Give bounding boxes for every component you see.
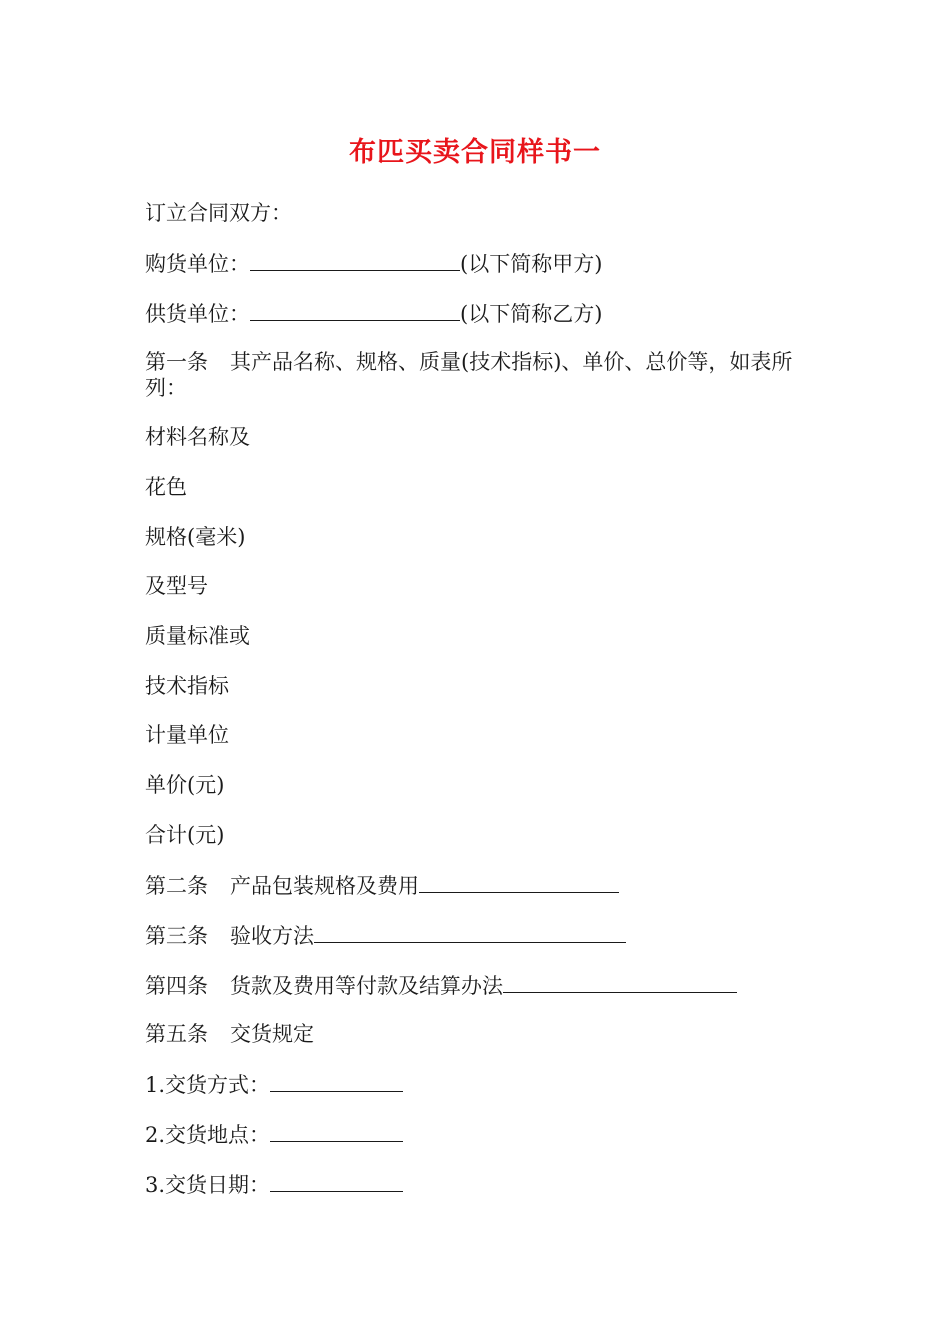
article-1 [145,349,810,401]
delivery-date-blank[interactable] [270,1171,403,1192]
article-2 [145,872,619,899]
delivery-place-label: 2.交货地点： [145,1123,271,1147]
table-header-6: 计量单位 [145,723,229,747]
delivery-date-label: 3.交货日期： [145,1173,271,1197]
article-5-head: 第五条 [145,1022,208,1046]
article-2-blank[interactable] [419,872,619,893]
article-3-blank[interactable] [314,922,626,943]
seller-line [145,300,602,327]
delivery-item-1 [145,1121,403,1148]
table-header-4: 质量标准或 [145,624,250,648]
article-3-head: 第三条 [145,924,208,948]
document-title: 布匹买卖合同样书一 [349,137,601,168]
article-3 [145,922,626,949]
table-header-8: 合计(元) [145,823,225,847]
buyer-blank[interactable] [250,250,460,271]
delivery-method-label: 1.交货方式： [145,1073,271,1097]
table-header-5: 技术指标 [145,674,229,698]
article-1-text: 其产品名称、规格、质量(技术指标)、单价、总价等，如表所列： [145,350,793,400]
buyer-line [145,250,602,277]
seller-suffix: (以下简称乙方) [460,302,603,326]
table-header-0: 材料名称及 [145,425,250,449]
article-2-head: 第二条 [145,874,208,898]
article-4-text: 货款及费用等付款及结算办法 [230,974,503,998]
buyer-suffix: (以下简称甲方) [460,252,603,276]
table-header-3: 及型号 [145,574,208,598]
article-2-text: 产品包装规格及费用 [230,874,419,898]
article-5-text: 交货规定 [230,1022,314,1046]
table-header-2: 规格(毫米) [145,525,246,549]
table-header-7: 单价(元) [145,773,225,797]
article-4-blank[interactable] [503,972,737,993]
article-3-text: 验收方法 [230,924,314,948]
delivery-method-blank[interactable] [270,1071,403,1092]
delivery-item-0 [145,1071,403,1098]
delivery-place-blank[interactable] [270,1121,403,1142]
seller-blank[interactable] [250,300,460,321]
article-5 [145,1021,314,1047]
parties-intro: 订立合同双方： [145,201,292,225]
seller-label: 供货单位： [145,302,250,326]
article-1-head: 第一条 [145,350,208,374]
article-4 [145,972,737,999]
buyer-label: 购货单位： [145,252,250,276]
table-header-1: 花色 [145,475,187,499]
article-4-head: 第四条 [145,974,208,998]
delivery-item-2 [145,1171,403,1198]
